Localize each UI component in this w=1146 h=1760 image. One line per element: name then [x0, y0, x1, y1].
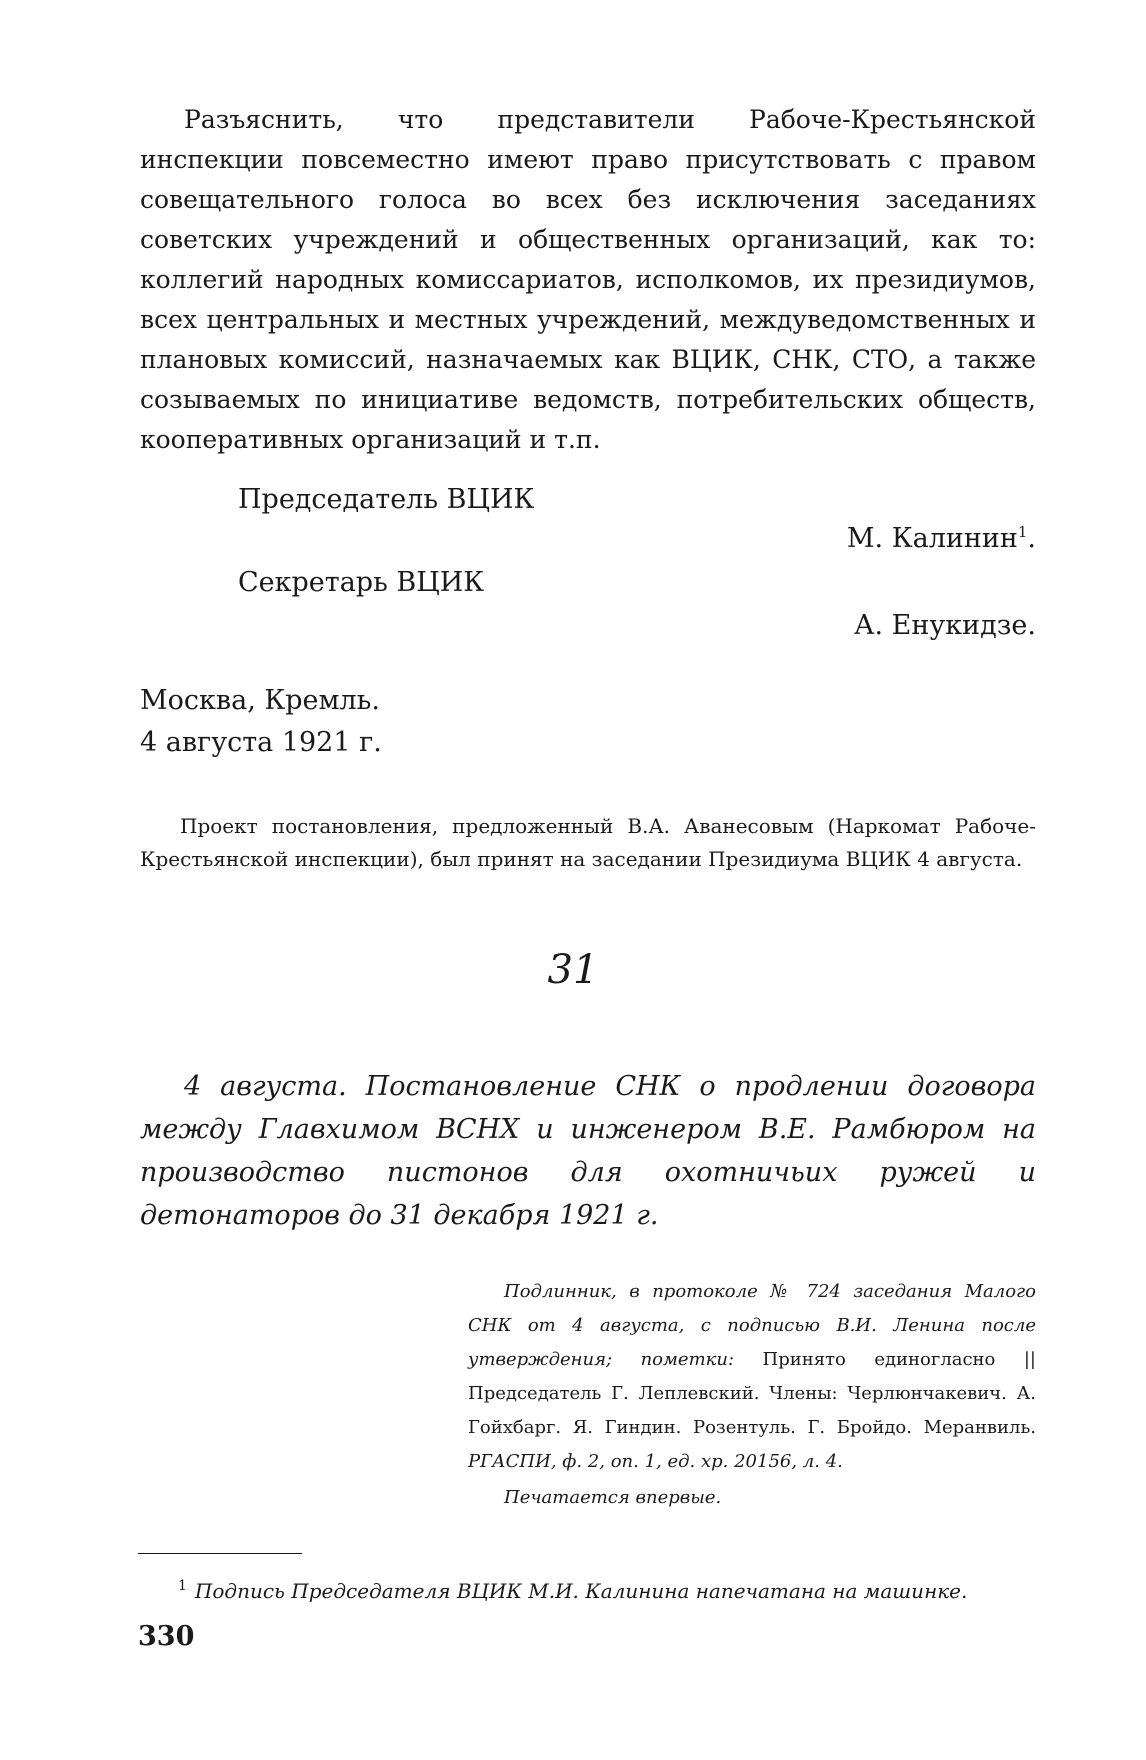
document-number: 31 [547, 947, 599, 993]
chairman-trailing: . [1027, 523, 1036, 554]
chairman-signature [847, 522, 1036, 556]
place-date [140, 680, 1036, 764]
document-heading: 4 августа. Постановление СНК о продлении договора между Главхимом ВСНХ и инженером В.Е. Рамбюром на производство пистонов для охотничьих ружей и детонаторов до 31 декабря 1921 г. [140, 1071, 1036, 1231]
chairman-name: М. Калинин [846, 523, 1018, 554]
archive-note [468, 1275, 1036, 1479]
date: 4 августа 1921 г. [140, 727, 382, 758]
chairman-label: Председатель ВЦИК [238, 484, 535, 515]
footnote [140, 1575, 1036, 1607]
print-note: Печатается впервые. [504, 1487, 722, 1508]
place: Москва, Кремль. [140, 685, 380, 716]
footnote-text: Подпись Председателя ВЦИК М.И. Калинина напечатана на машинке. [194, 1579, 968, 1603]
editorial-note: Проект постановления, предложенный В.А. Аванесовым (Наркомат Рабоче-Крестьянской инспекции), был принят на заседании Президиума ВЦИК 4 августа. [140, 814, 1036, 871]
footnote-ref: 1 [1017, 523, 1028, 541]
main-paragraph: Разъяснить, что представители Рабоче-Крестьянской инспекции повсеместно имеют право присутствовать с правом совещательного голоса во всех без исключения заседаниях советских учреждений и общественных организаций, как то: коллегий народных комиссариатов, исполкомов, их президиумов, всех центральных и местных учреждений, междуведомственных и плановых комиссий, назначаемых как ВЦИК, СНК, СТО, а также созываемых по инициативе ведомств, потребительских обществ, кооперативных организаций и т.п. [140, 105, 1036, 454]
archive-note-reference: РГАСПИ, ф. 2, оп. 1, ед. хр. 20156, л. 4. [468, 1451, 843, 1472]
secretary-name: А. Енукидзе. [854, 610, 1036, 641]
page-number: 330 [138, 1621, 195, 1652]
archive-note-source: Подлинник, в протоколе № 724 заседания Малого СНК от 4 августа, с подписью В.И. Ленина после утверждения; пометки: [468, 1281, 1036, 1370]
archive-note-marks: Принято единогласно || Председатель Г. Леплевский. Члены: Черлюнчакевич. А. Гойхбарг. Я. Гиндин. Розентуль. Г. Бройдо. Меранвиль. [468, 1349, 1036, 1438]
secretary-label: Секретарь ВЦИК [238, 567, 485, 598]
footnote-marker: 1 [178, 1578, 187, 1595]
footnote-divider [138, 1553, 302, 1554]
